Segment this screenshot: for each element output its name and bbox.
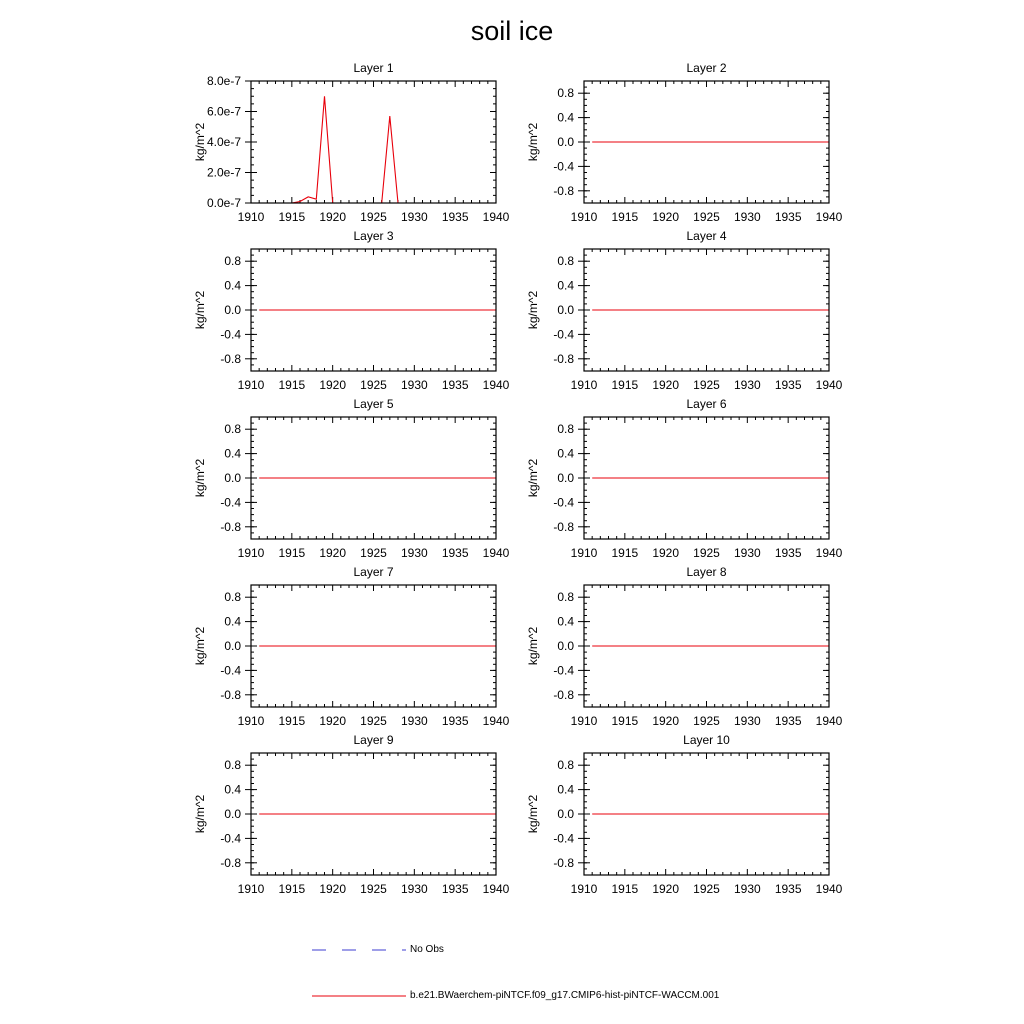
panel-layer-8 <box>526 565 843 728</box>
y-axis-label: kg/m^2 <box>526 458 540 498</box>
y-tick-label: 2.0e-7 <box>206 165 241 180</box>
x-tick-label: 1935 <box>774 882 802 896</box>
panel-title: Layer 7 <box>353 565 394 579</box>
x-tick-label: 1915 <box>278 546 306 560</box>
y-tick-label: -0.4 <box>220 663 241 678</box>
panel-layer-6 <box>526 397 843 560</box>
y-tick-label: -0.8 <box>553 855 574 870</box>
x-tick-label: 1910 <box>237 882 265 896</box>
panel-title: Layer 6 <box>686 397 727 411</box>
panel-layer-10 <box>526 733 843 896</box>
x-tick-label: 1920 <box>319 714 347 728</box>
y-tick-label: 4.0e-7 <box>206 135 241 149</box>
x-tick-label: 1930 <box>733 546 761 560</box>
panel-title: Layer 1 <box>353 61 394 75</box>
x-tick-label: 1935 <box>774 378 802 392</box>
x-tick-label: 1920 <box>652 378 680 392</box>
panel-layer-7 <box>193 565 510 728</box>
y-tick-label: 0.4 <box>557 446 574 461</box>
y-axis-label: kg/m^2 <box>526 122 540 162</box>
x-tick-label: 1925 <box>360 546 387 560</box>
x-tick-label: 1915 <box>611 714 639 728</box>
y-tick-label: 0.8 <box>557 254 574 269</box>
y-tick-label: -0.4 <box>220 327 241 342</box>
x-tick-label: 1920 <box>319 378 347 392</box>
x-tick-label: 1940 <box>482 714 510 728</box>
x-tick-label: 1920 <box>319 882 347 896</box>
x-tick-label: 1925 <box>693 546 720 560</box>
x-tick-label: 1925 <box>360 378 387 392</box>
x-tick-label: 1925 <box>360 882 387 896</box>
y-tick-label: 0.8 <box>557 590 574 605</box>
x-tick-label: 1920 <box>652 714 680 728</box>
x-tick-label: 1930 <box>733 714 761 728</box>
x-tick-label: 1915 <box>278 714 306 728</box>
y-tick-label: 0.8 <box>224 254 241 269</box>
x-tick-label: 1935 <box>441 882 469 896</box>
y-tick-label: 0.4 <box>224 446 241 461</box>
x-tick-label: 1940 <box>482 882 510 896</box>
x-tick-label: 1925 <box>693 378 720 392</box>
y-axis-label: kg/m^2 <box>526 794 540 834</box>
y-tick-label: -0.4 <box>553 663 574 678</box>
y-tick-label: 0.4 <box>557 278 574 293</box>
panel-title: Layer 9 <box>353 733 394 747</box>
y-tick-label: 0.4 <box>557 110 574 125</box>
x-tick-label: 1930 <box>400 210 428 224</box>
x-tick-label: 1910 <box>237 714 265 728</box>
y-tick-label: 0.4 <box>224 614 241 629</box>
x-tick-label: 1925 <box>693 210 720 224</box>
x-tick-label: 1915 <box>278 210 306 224</box>
x-tick-label: 1920 <box>652 210 680 224</box>
x-tick-label: 1930 <box>400 378 428 392</box>
x-tick-label: 1925 <box>360 714 387 728</box>
y-tick-label: 0.4 <box>224 278 241 293</box>
y-axis-label: kg/m^2 <box>193 458 207 498</box>
y-tick-label: 0.8 <box>224 422 241 437</box>
y-tick-label: -0.4 <box>553 495 574 510</box>
y-tick-label: 0.4 <box>224 782 241 797</box>
panel-layer-3 <box>193 229 510 392</box>
y-tick-label: -0.4 <box>220 495 241 510</box>
y-tick-label: -0.8 <box>553 687 574 702</box>
x-tick-label: 1925 <box>360 210 387 224</box>
y-axis-label: kg/m^2 <box>193 626 207 666</box>
y-tick-label: -0.4 <box>553 327 574 342</box>
panel-layer-9 <box>193 733 510 896</box>
x-tick-label: 1910 <box>237 378 265 392</box>
x-tick-label: 1935 <box>774 210 802 224</box>
series-line <box>259 96 496 203</box>
legend-label-model-run: b.e21.BWaerchem-piNTCF.f09_g17.CMIP6-hist-piNTCF-WACCM.001 <box>410 990 720 1001</box>
x-tick-label: 1935 <box>774 714 802 728</box>
x-tick-label: 1915 <box>278 378 306 392</box>
y-tick-label: 0.0 <box>224 807 241 821</box>
y-tick-label: 0.0 <box>557 471 574 485</box>
y-axis-label: kg/m^2 <box>526 626 540 666</box>
x-tick-label: 1935 <box>441 714 469 728</box>
y-tick-label: 0.8 <box>224 758 241 773</box>
y-tick-label: 0.0 <box>224 303 241 317</box>
y-tick-label: 0.4 <box>557 614 574 629</box>
y-axis-label: kg/m^2 <box>193 122 207 162</box>
panel-title: Layer 4 <box>686 229 727 243</box>
panel-title: Layer 3 <box>353 229 394 243</box>
x-tick-label: 1915 <box>611 210 639 224</box>
legend-label-no-obs: No Obs <box>410 944 444 955</box>
y-tick-label: 0.4 <box>557 782 574 797</box>
y-tick-label: 0.0 <box>557 303 574 317</box>
y-tick-label: -0.8 <box>553 519 574 534</box>
x-tick-label: 1910 <box>570 210 598 224</box>
y-tick-label: 8.0e-7 <box>206 74 241 88</box>
x-tick-label: 1915 <box>611 378 639 392</box>
panel-title: Layer 8 <box>686 565 727 579</box>
y-tick-label: 0.0e-7 <box>206 196 241 210</box>
y-tick-label: 0.8 <box>224 590 241 605</box>
plot-frame <box>251 81 496 203</box>
x-tick-label: 1930 <box>400 546 428 560</box>
panel-layer-5 <box>193 397 510 560</box>
y-tick-label: 0.8 <box>557 758 574 773</box>
x-tick-label: 1925 <box>693 714 720 728</box>
x-tick-label: 1940 <box>815 378 843 392</box>
y-axis-label: kg/m^2 <box>526 290 540 330</box>
y-tick-label: 0.0 <box>557 639 574 653</box>
y-tick-label: 0.8 <box>557 86 574 101</box>
y-tick-label: -0.8 <box>220 519 241 534</box>
x-tick-label: 1940 <box>815 210 843 224</box>
x-tick-label: 1910 <box>570 378 598 392</box>
x-tick-label: 1915 <box>611 546 639 560</box>
x-tick-label: 1910 <box>570 546 598 560</box>
x-tick-label: 1920 <box>652 882 680 896</box>
x-tick-label: 1910 <box>570 714 598 728</box>
panel-layer-1 <box>193 61 510 224</box>
y-tick-label: 0.0 <box>224 471 241 485</box>
x-tick-label: 1935 <box>774 546 802 560</box>
y-tick-label: -0.8 <box>553 183 574 198</box>
panel-title: Layer 10 <box>683 733 730 747</box>
x-tick-label: 1910 <box>237 546 265 560</box>
y-tick-label: -0.4 <box>220 831 241 846</box>
x-tick-label: 1930 <box>733 210 761 224</box>
panel-title: Layer 5 <box>353 397 394 411</box>
x-tick-label: 1930 <box>400 882 428 896</box>
x-tick-label: 1915 <box>611 882 639 896</box>
x-tick-label: 1915 <box>278 882 306 896</box>
y-axis-label: kg/m^2 <box>193 794 207 834</box>
x-tick-label: 1920 <box>319 210 347 224</box>
panel-layer-4 <box>526 229 843 392</box>
y-tick-label: -0.4 <box>553 159 574 174</box>
y-tick-label: -0.8 <box>220 687 241 702</box>
x-tick-label: 1935 <box>441 378 469 392</box>
x-tick-label: 1925 <box>693 882 720 896</box>
panel-layer-2 <box>526 61 843 224</box>
y-tick-label: -0.8 <box>220 351 241 366</box>
y-tick-label: 6.0e-7 <box>206 104 241 119</box>
y-tick-label: -0.4 <box>553 831 574 846</box>
y-tick-label: -0.8 <box>220 855 241 870</box>
x-tick-label: 1910 <box>570 882 598 896</box>
figure-title: soil ice <box>470 16 554 46</box>
x-tick-label: 1940 <box>815 882 843 896</box>
x-tick-label: 1930 <box>733 378 761 392</box>
x-tick-label: 1935 <box>441 546 469 560</box>
x-tick-label: 1930 <box>400 714 428 728</box>
x-tick-label: 1910 <box>237 210 265 224</box>
y-tick-label: 0.0 <box>557 135 574 149</box>
y-tick-label: 0.0 <box>224 639 241 653</box>
x-tick-label: 1935 <box>441 210 469 224</box>
x-tick-label: 1940 <box>815 714 843 728</box>
x-tick-label: 1920 <box>319 546 347 560</box>
x-tick-label: 1940 <box>482 378 510 392</box>
y-tick-label: 0.8 <box>557 422 574 437</box>
x-tick-label: 1940 <box>482 546 510 560</box>
x-tick-label: 1920 <box>652 546 680 560</box>
x-tick-label: 1930 <box>733 882 761 896</box>
y-axis-label: kg/m^2 <box>193 290 207 330</box>
x-tick-label: 1940 <box>482 210 510 224</box>
y-tick-label: 0.0 <box>557 807 574 821</box>
panel-title: Layer 2 <box>686 61 727 75</box>
x-tick-label: 1940 <box>815 546 843 560</box>
y-tick-label: -0.8 <box>553 351 574 366</box>
